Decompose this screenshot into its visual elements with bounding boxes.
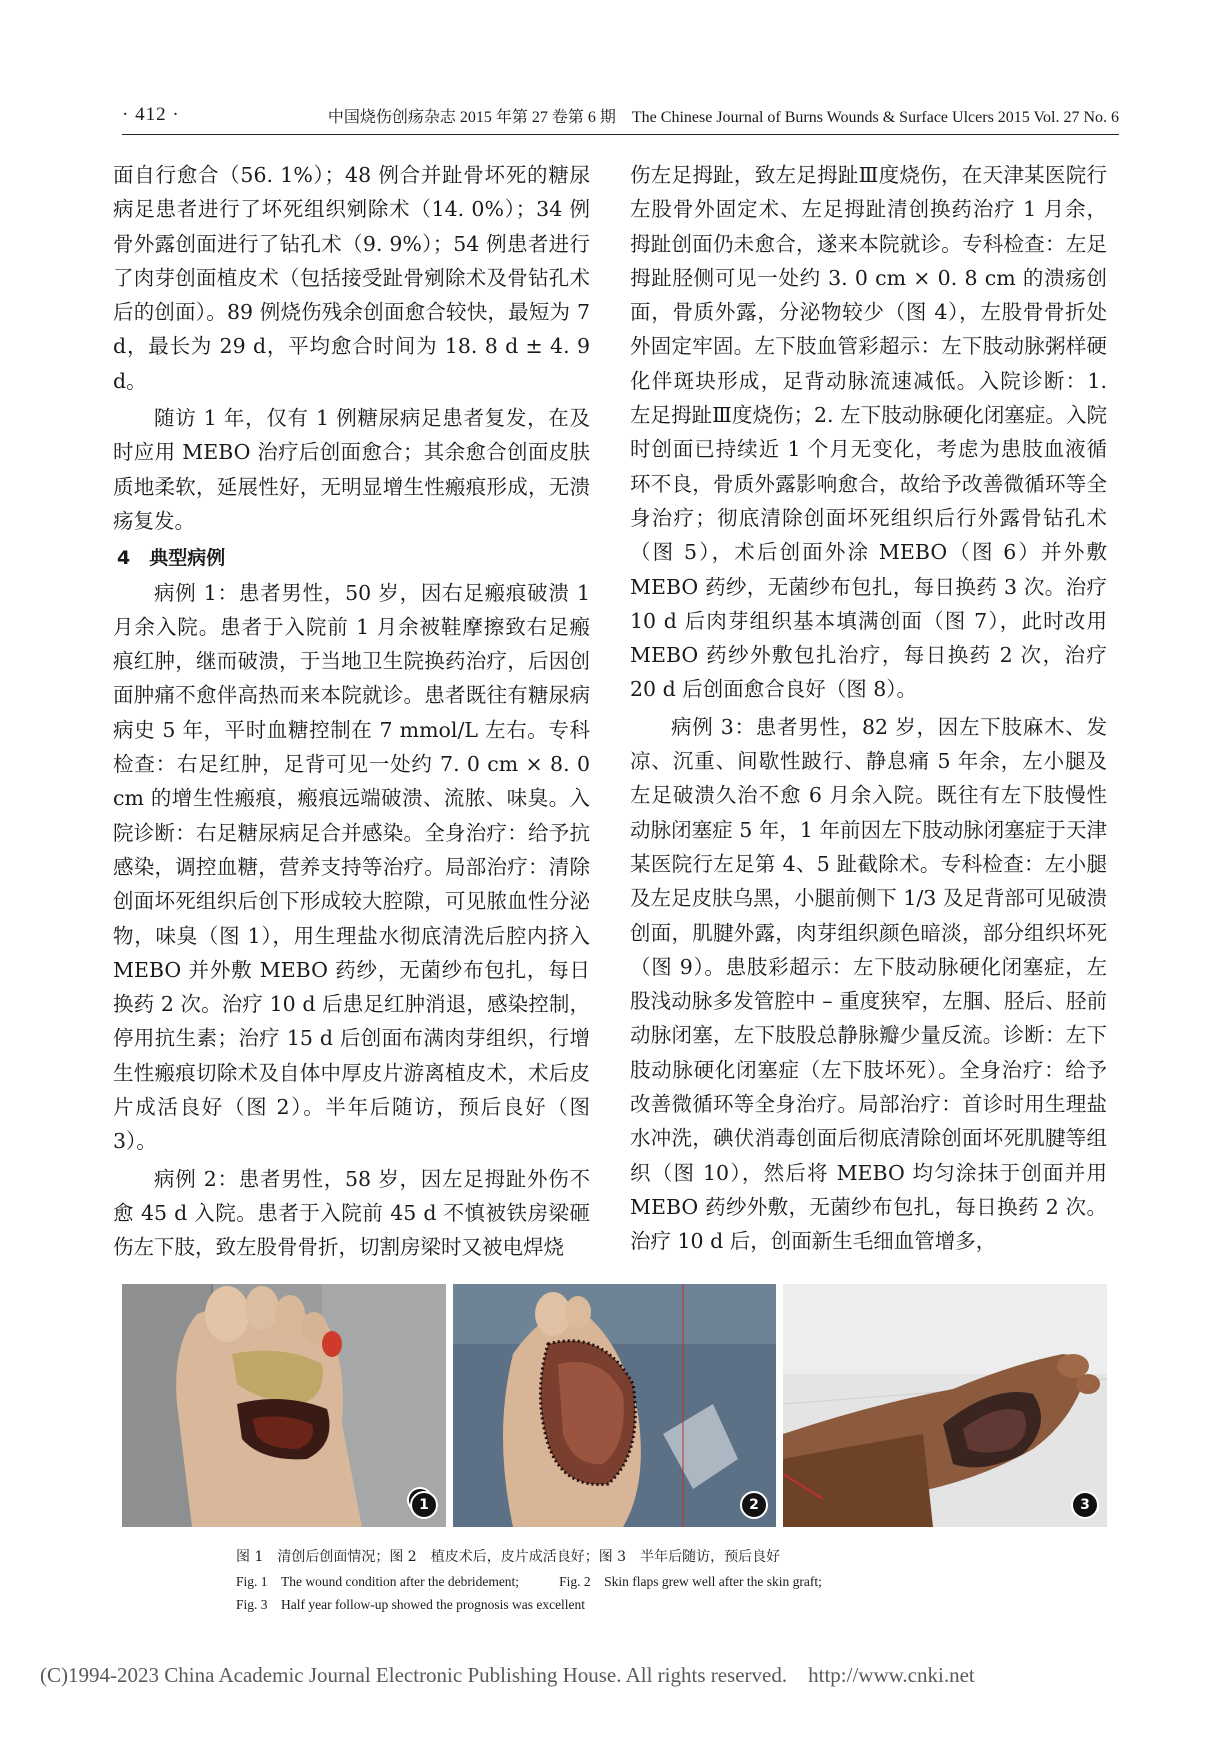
paragraph-results-cont: 面自行愈合（56. 1%）；48 例合并趾骨坏死的糖尿病足患者进行了坏死组织剜除术（14. 0%）；34 例骨外露创面进行了钻孔术（9. 9%）；54 例患者进行了肉芽创面植皮术（包括接受趾骨剜除术及骨钻孔术后的创面）。89 例烧伤残余创面愈合较快，最短为 7 d，最长为 29 d，平均愈合时间为 18. 8 d ± 4. 9 d。 xyxy=(113,163,590,393)
paragraph-case-3: 病例 3：患者男性，82 岁，因左下肢麻木、发凉、沉重、间歇性跛行、静息痛 5 年余，左小腿及左足破溃久治不愈 6 月余入院。既往有左下肢慢性动脉闭塞症 5 年，1 年前因左下肢动脉闭塞症于天津某医院行左足第 4、5 趾截除术。专科检查：左小腿及左足皮肤乌黑，小腿前侧下 1/3 及足背部可见破溃创面，肌腱外露，肉芽组织颜色暗淡，部分组织坏死（图 9）。患肢彩超示：左下肢动脉硬化闭塞症，左股浅动脉多发管腔中 – 重度狭窄，左腘、胫后、胫前动脉闭塞，左下肢股总静脉瓣少量反流。诊断：左下肢动脉硬化闭塞症（左下肢坏死）。全身治疗：给予改善微循环等全身治疗。局部治疗：首诊时用生理盐水冲洗，碘伏消毒创面后彻底清除创面坏死肌腱等组织（图 10），然后将 MEBO 均匀涂抹于创面并用 MEBO 药纱外敷，无菌纱布包扎，每日换药 2 次。治疗 10 d 后，创面新生毛细血管增多， xyxy=(630,714,1107,1254)
foot-skin-graft-photo-icon xyxy=(453,1284,776,1527)
caption-chinese: 图 1 清创后创面情况；图 2 植皮术后，皮片成活良好；图 3 半年后随访，预后良好 xyxy=(236,1549,781,1565)
right-column xyxy=(630,158,1107,1259)
caption-fig2-en: Fig. 2 Skin flaps grew well after the skin graft; xyxy=(559,1574,822,1589)
copyright-text: (C)1994-2023 China Academic Journal Electronic Publishing House. All rights reserved. xyxy=(40,1663,788,1687)
figure-badge-3: 3 xyxy=(1071,1491,1099,1519)
copyright-footer xyxy=(40,1663,975,1688)
page-number: · 412 · xyxy=(122,104,180,125)
left-column xyxy=(113,158,590,1265)
paragraph-case-1: 病例 1：患者男性，50 岁，因右足瘢痕破溃 1 月余入院。患者于入院前 1 月余被鞋摩擦致右足瘢痕红肿，继而破溃，于当地卫生院换药治疗，后因创面肿痛不愈伴高热而来本院就诊。患者既往有糖尿病病史 5 年，平时血糖控制在 7 mmol/L 左右。专科检查：右足红肿，足背可见一处约 7. 0 cm × 8. 0 cm 的增生性瘢痕，瘢痕远端破溃、流脓、味臭。入院诊断：右足糖尿病足合并感染。全身治疗：给予抗感染，调控血糖，营养支持等治疗。局部治疗：清除创面坏死组织后创下形成较大腔隙，可见脓血性分泌物，味臭（图 1），用生理盐水彻底清洗后腔内挤入 MEBO 并外敷 MEBO 药纱，无菌纱布包扎，每日换药 2 次。治疗 10 d 后患足红肿消退，感染控制，停用抗生素；治疗 15 d 后创面布满肉芽组织，行增生性瘢痕切除术及自体中厚皮片游离植皮术，术后皮片成活良好（图 2）。半年后随访，预后良好（图 3）。 xyxy=(113,580,590,1154)
foot-wound-debridement-photo-icon xyxy=(122,1284,446,1527)
figure-2-photo xyxy=(453,1284,776,1527)
figure-1-photo xyxy=(122,1284,446,1527)
paragraph-follow-up: 随访 1 年，仅有 1 例糖尿病足患者复发，在及时应用 MEBO 治疗后创面愈合；其余愈合创面皮肤质地柔软，延展性好，无明显增生性瘢痕形成，无溃疡复发。 xyxy=(113,406,590,533)
paragraph-case-2-cont: 伤左足拇趾，致左足拇趾Ⅲ度烧伤，在天津某医院行左股骨外固定术、左足拇趾清创换药治疗 1 月余，拇趾创面仍未愈合，遂来本院就诊。专科检查：左足拇趾胫侧可见一处约 3. 0 cm × 0. 8 cm 的溃疡创面，骨质外露，分泌物较少（图 4），左股骨骨折处外固定牢固。左下肢血管彩超示：左下肢动脉粥样硬化伴斑块形成，足背动脉流速减低。入院诊断：1. 左足拇趾Ⅲ度烧伤；2. 左下肢动脉硬化闭塞症。入院时创面已持续近 1 个月无变化，考虑为患肢血液循环不良，骨质外露影响愈合，故给予改善微循环等全身治疗；彻底清除创面坏死组织后行外露骨钻孔术（图 5），术后创面外涂 MEBO（图 6）并外敷 MEBO 药纱，无菌纱布包扎，每日换药 3 次。治疗 10 d 后肉芽组织基本填满创面（图 7），此时改用 MEBO 药纱外敷包扎治疗，每日换药 2 次，治疗 20 d 后创面愈合良好（图 8）。 xyxy=(630,163,1107,702)
journal-title: 中国烧伤创疡杂志 2015 年第 27 卷第 6 期 The Chinese Journal of Burns Wounds & Surface Ulcers 2015 Vol. 27 No. 6 xyxy=(327,109,1119,126)
figure-panel xyxy=(122,1284,1107,1527)
figure-badge-2: 2 xyxy=(740,1491,768,1519)
figure-captions xyxy=(236,1544,1106,1616)
cnki-link[interactable]: http://www.cnki.net xyxy=(808,1663,975,1687)
running-header xyxy=(122,104,1119,135)
section-heading-typical-cases: 4 典型病例 xyxy=(117,547,226,570)
figure-badge-1: 1 xyxy=(410,1491,438,1519)
foot-follow-up-photo-icon xyxy=(783,1284,1107,1527)
figure-3-photo xyxy=(783,1284,1107,1527)
caption-fig1-en: Fig. 1 The wound condition after the debridement; xyxy=(236,1574,520,1589)
caption-english-line-1 xyxy=(236,1570,1106,1593)
caption-fig3-en: Fig. 3 Half year follow-up showed the prognosis was excellent xyxy=(236,1597,586,1612)
paragraph-case-2-start: 病例 2：患者男性，58 岁，因左足拇趾外伤不愈 45 d 入院。患者于入院前 45 d 不慎被铁房梁砸伤左下肢，致左股骨骨折，切割房梁时又被电焊烧 xyxy=(113,1166,590,1260)
